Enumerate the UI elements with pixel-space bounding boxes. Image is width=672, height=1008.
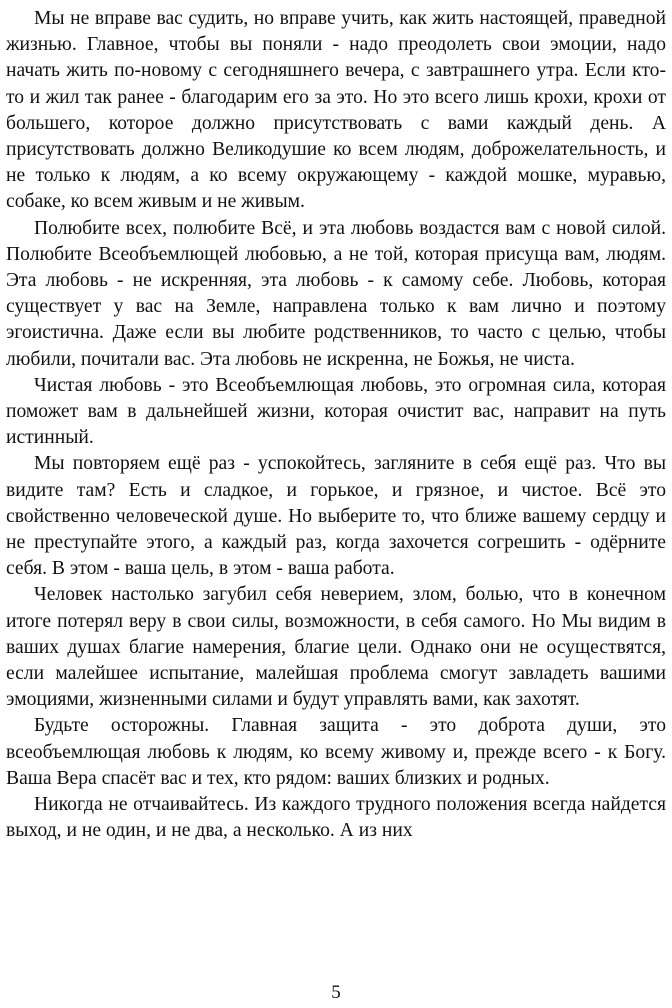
paragraph-3: Чистая любовь - это Всеобъемлющая любовь, это огромная сила, которая поможет вам в дальнейшей жизни, которая очистит вас, направит на путь истинный. bbox=[6, 374, 666, 449]
paragraph-4: Мы повторяем ещё раз - успокойтесь, загляните в себя ещё раз. Что вы видите там? Есть и сладкое, и горькое, и грязное, и чистое. Всё это свойственно человеческой душе. Но выберите то, что ближе вашему сердцу и не преступайте этого, а каждый раз, когда захочется согрешить - одёрните себя. В этом - ваша цель, в этом - ваша работа. bbox=[6, 453, 666, 580]
page-number: 5 bbox=[331, 982, 341, 1003]
paragraph-2: Полюбите всех, полюбите Всё, и эта любовь воздастся вам с новой силой. Полюбите Всеобъемлющей любовью, а не той, которая присуща вам, людям. Эта любовь - не искренняя, эта любовь - к самому себе. Любовь, которая существует у вас на Земле, направлена только к вам лично и поэтому эгоистична. Даже если вы любите родственников, то часто с целью, чтобы любили, почитали вас. Эта любовь не искренна, не Божья, не чиста. bbox=[6, 217, 666, 370]
paragraph-6: Будьте осторожны. Главная защита - это доброта души, это всеобъемлющая любовь к людям, ко всему живому и, прежде всего - к Богу. Ваша Вера спасёт вас и тех, кто рядом: ваших близких и родных. bbox=[6, 715, 666, 789]
page-body-text bbox=[6, 6, 666, 845]
paragraph-7: Никогда не отчаивайтесь. Из каждого трудного положения всегда найдется выход, и не один, и не два, а несколько. А из них bbox=[6, 794, 666, 842]
paragraph-1: Мы не вправе вас судить, но вправе учить, как жить настоящей, праведной жизнью. Главное, чтобы вы поняли - надо преодолеть свои эмоции, надо начать жить по-новому с сегодняшнего вечера, с завтрашнего утра. Если кто-то и жил так ранее - благодарим его за это. Но это всего лишь крохи, крохи от большего, которое должно присутствовать с вами каждый день. А присутствовать должно Великодушие ко всем людям, доброжелательность, и не только к людям, а ко всему окружающему - каждой мошке, муравью, собаке, ко всем живым и не живым. bbox=[6, 8, 666, 213]
paragraph-5: Человек настолько загубил себя неверием, злом, болью, что в конечном итоге потерял веру в свои силы, возможности, в себя самого. Но Мы видим в ваших душах благие намерения, благие цели. Однако они не осуществятся, если малейшее испытание, малейшая проблема смогут завладеть вашими эмоциями, жизненными силами и будут управлять вами, как захотят. bbox=[6, 584, 666, 711]
